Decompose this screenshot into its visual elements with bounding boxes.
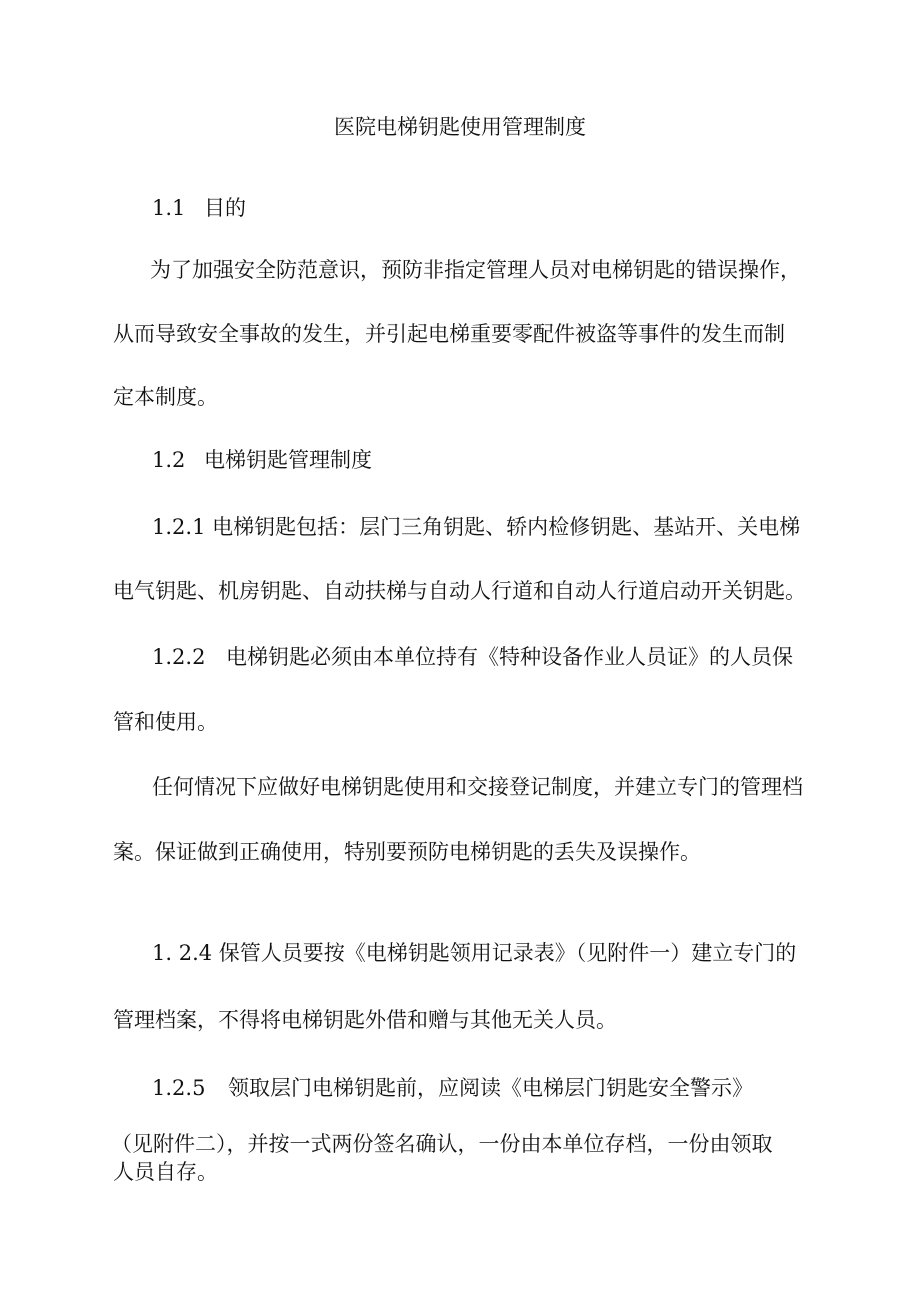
item-text: 电梯钥匙必须由本单位持有《特种设备作业人员证》的人员保 <box>226 645 793 669</box>
section-number: 1.1 <box>152 196 186 220</box>
paragraph-line: 人员自存。 <box>113 1160 218 1184</box>
section-number: 1.2 <box>152 448 186 472</box>
page-title: 医院电梯钥匙使用管理制度 <box>334 115 586 139</box>
paragraph-line: 管和使用。 <box>113 710 218 734</box>
section-1-2 <box>152 446 372 474</box>
paragraph-line: 任何情况下应做好电梯钥匙使用和交接登记制度，并建立专门的管理档 <box>152 775 803 799</box>
paragraph-line: 从而导致安全事故的发生，并引起电梯重要零配件被盗等事件的发生而制 <box>113 322 785 346</box>
paragraph-line: （见附件二），并按一式两份签名确认，一份由本单位存档，一份由领取 <box>111 1132 773 1156</box>
item-number: 1.2.5 <box>152 1076 206 1100</box>
section-heading: 目的 <box>204 196 246 220</box>
paragraph-line: 管理档案，不得将电梯钥匙外借和赠与其他无关人员。 <box>113 1008 617 1032</box>
item-1-2-2 <box>152 643 793 671</box>
item-number: 1.2.2 <box>152 645 206 669</box>
paragraph-line: 1.2.1 电梯钥匙包括：层门三角钥匙、轿内检修钥匙、基站开、关电梯 <box>152 515 801 539</box>
paragraph-line: 为了加强安全防范意识，预防非指定管理人员对电梯钥匙的错误操作， <box>150 258 801 282</box>
item-1-2-5 <box>152 1074 753 1102</box>
item-text: 领取层门电梯钥匙前，应阅读《电梯层门钥匙安全警示》 <box>228 1076 753 1100</box>
paragraph-line: 案。保证做到正确使用，特别要预防电梯钥匙的丢失及误操作。 <box>113 840 701 864</box>
paragraph-line: 电气钥匙、机房钥匙、自动扶梯与自动人行道和自动人行道启动开关钥匙。 <box>113 579 806 603</box>
section-heading: 电梯钥匙管理制度 <box>204 448 372 472</box>
section-1-1 <box>152 194 246 222</box>
paragraph-line: 1. 2.4 保管人员要按《电梯钥匙领用记录表》（见附件一）建立专门的 <box>152 941 797 965</box>
paragraph-line: 定本制度。 <box>113 385 218 409</box>
